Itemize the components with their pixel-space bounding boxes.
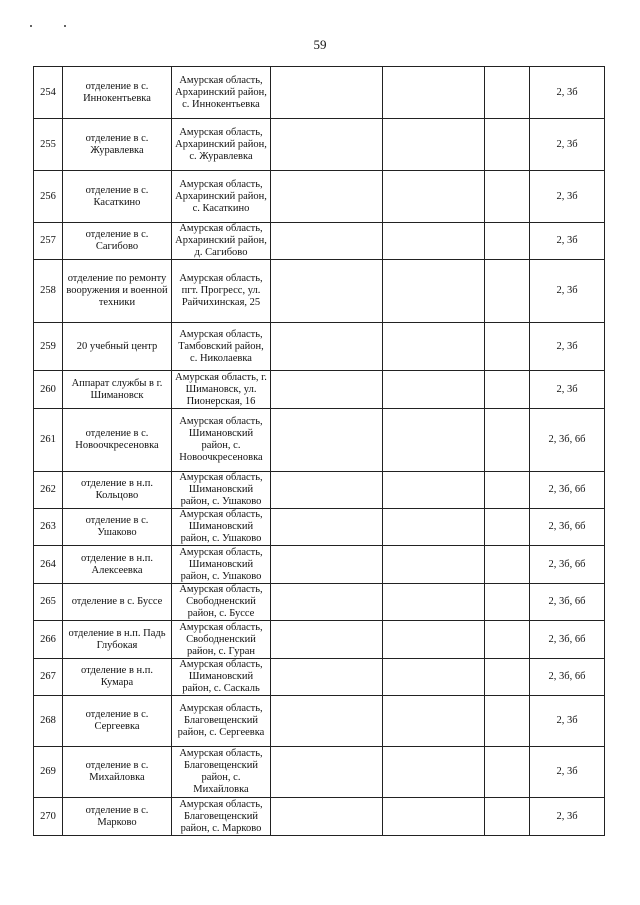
empty-cell [485, 323, 530, 371]
empty-cell [485, 260, 530, 323]
empty-cell [271, 223, 383, 260]
facility-address: Амурская область, Архаринский район, с. Журавлевка [172, 119, 271, 171]
empty-cell [271, 747, 383, 798]
empty-cell [485, 546, 530, 584]
facility-address: Амурская область, Шимановский район, с. Ушаково [172, 472, 271, 509]
empty-cell [383, 323, 485, 371]
facility-address: Амурская область, Свободненский район, с. Гуран [172, 621, 271, 659]
empty-cell [383, 546, 485, 584]
category-codes: 2, 3б [530, 798, 605, 836]
facility-address: Амурская область, Благовещенский район, с. Марково [172, 798, 271, 836]
empty-cell [383, 119, 485, 171]
facility-name: Аппарат службы в г. Шимановск [63, 371, 172, 409]
table-row [34, 223, 605, 260]
row-number: 256 [34, 171, 63, 223]
category-codes: 2, 3б [530, 371, 605, 409]
empty-cell [383, 67, 485, 119]
empty-cell [485, 798, 530, 836]
empty-cell [383, 371, 485, 409]
row-number: 264 [34, 546, 63, 584]
empty-cell [271, 509, 383, 546]
empty-cell [485, 371, 530, 409]
empty-cell [485, 659, 530, 696]
empty-cell [485, 67, 530, 119]
empty-cell [485, 747, 530, 798]
table-body [34, 67, 605, 836]
facility-address: Амурская область, Архаринский район, с. Иннокентьевка [172, 67, 271, 119]
row-number: 262 [34, 472, 63, 509]
empty-cell [485, 171, 530, 223]
row-number: 257 [34, 223, 63, 260]
facility-name: отделение в с. Новоочкресеновка [63, 409, 172, 472]
empty-cell [383, 260, 485, 323]
table-row [34, 371, 605, 409]
empty-cell [383, 696, 485, 747]
table-row [34, 509, 605, 546]
facility-name: отделение в с. Журавлевка [63, 119, 172, 171]
scan-speck [30, 25, 32, 27]
facility-name: отделение в с. Касаткино [63, 171, 172, 223]
table-row [34, 171, 605, 223]
facility-address: Амурская область, Свободненский район, с. Буссе [172, 584, 271, 621]
facility-address: Амурская область, Архаринский район, с. Касаткино [172, 171, 271, 223]
facility-name: отделение в с. Сагибово [63, 223, 172, 260]
category-codes: 2, 3б, 6б [530, 509, 605, 546]
empty-cell [271, 696, 383, 747]
facility-address: Амурская область, Шимановский район, с. Ушаково [172, 509, 271, 546]
empty-cell [271, 171, 383, 223]
empty-cell [271, 798, 383, 836]
category-codes: 2, 3б, 6б [530, 659, 605, 696]
table-row [34, 472, 605, 509]
empty-cell [271, 119, 383, 171]
empty-cell [485, 621, 530, 659]
table-row [34, 696, 605, 747]
category-codes: 2, 3б [530, 696, 605, 747]
category-codes: 2, 3б [530, 67, 605, 119]
facility-name: отделение в с. Михайловка [63, 747, 172, 798]
table-row [34, 119, 605, 171]
category-codes: 2, 3б [530, 747, 605, 798]
facility-name: отделение в н.п. Падь Глубокая [63, 621, 172, 659]
category-codes: 2, 3б [530, 171, 605, 223]
category-codes: 2, 3б [530, 119, 605, 171]
empty-cell [383, 584, 485, 621]
facility-address: Амурская область, Благовещенский район, с. Сергеевка [172, 696, 271, 747]
category-codes: 2, 3б, 6б [530, 472, 605, 509]
empty-cell [383, 621, 485, 659]
category-codes: 2, 3б, 6б [530, 546, 605, 584]
category-codes: 2, 3б, 6б [530, 409, 605, 472]
row-number: 267 [34, 659, 63, 696]
empty-cell [271, 584, 383, 621]
empty-cell [271, 546, 383, 584]
empty-cell [271, 409, 383, 472]
empty-cell [383, 747, 485, 798]
facility-name: отделение в с. Марково [63, 798, 172, 836]
row-number: 255 [34, 119, 63, 171]
table-row [34, 659, 605, 696]
empty-cell [271, 260, 383, 323]
facility-name: отделение в н.п. Алексеевка [63, 546, 172, 584]
empty-cell [383, 472, 485, 509]
empty-cell [485, 223, 530, 260]
facility-name: отделение в с. Буссе [63, 584, 172, 621]
facility-address: Амурская область, Благовещенский район, с. Михайловка [172, 747, 271, 798]
table-row [34, 260, 605, 323]
empty-cell [383, 409, 485, 472]
row-number: 263 [34, 509, 63, 546]
empty-cell [271, 323, 383, 371]
category-codes: 2, 3б, 6б [530, 584, 605, 621]
empty-cell [271, 67, 383, 119]
empty-cell [271, 659, 383, 696]
empty-cell [485, 119, 530, 171]
empty-cell [271, 371, 383, 409]
row-number: 259 [34, 323, 63, 371]
table-row [34, 546, 605, 584]
row-number: 260 [34, 371, 63, 409]
row-number: 261 [34, 409, 63, 472]
facility-name: отделение в н.п. Кумара [63, 659, 172, 696]
table-row [34, 747, 605, 798]
empty-cell [383, 798, 485, 836]
facility-name: отделение в н.п. Кольцово [63, 472, 172, 509]
empty-cell [271, 472, 383, 509]
category-codes: 2, 3б [530, 260, 605, 323]
facility-name: 20 учебный центр [63, 323, 172, 371]
table-row [34, 409, 605, 472]
facility-address: Амурская область, Шимановский район, с. Саскаль [172, 659, 271, 696]
row-number: 268 [34, 696, 63, 747]
table-row [34, 584, 605, 621]
table-row [34, 798, 605, 836]
facility-address: Амурская область, г. Шимановск, ул. Пионерская, 16 [172, 371, 271, 409]
empty-cell [383, 171, 485, 223]
empty-cell [383, 223, 485, 260]
row-number: 254 [34, 67, 63, 119]
facility-address: Амурская область, Тамбовский район, с. Николаевка [172, 323, 271, 371]
facility-name: отделение в с. Ушаково [63, 509, 172, 546]
scan-speck [64, 25, 66, 27]
facility-name: отделение в с. Иннокентьевка [63, 67, 172, 119]
empty-cell [485, 584, 530, 621]
empty-cell [485, 509, 530, 546]
table-row [34, 621, 605, 659]
row-number: 266 [34, 621, 63, 659]
facility-address: Амурская область, Архаринский район, д. Сагибово [172, 223, 271, 260]
empty-cell [485, 696, 530, 747]
row-number: 265 [34, 584, 63, 621]
category-codes: 2, 3б [530, 223, 605, 260]
empty-cell [383, 509, 485, 546]
table-row [34, 67, 605, 119]
row-number: 270 [34, 798, 63, 836]
table-row [34, 323, 605, 371]
facility-address: Амурская область, Шимановский район, с. Ушаково [172, 546, 271, 584]
category-codes: 2, 3б, 6б [530, 621, 605, 659]
empty-cell [271, 621, 383, 659]
category-codes: 2, 3б [530, 323, 605, 371]
empty-cell [383, 659, 485, 696]
facilities-table [33, 66, 605, 836]
facility-name: отделение в с. Сергеевка [63, 696, 172, 747]
empty-cell [485, 409, 530, 472]
row-number: 269 [34, 747, 63, 798]
facility-name: отделение по ремонту вооружения и военной техники [63, 260, 172, 323]
row-number: 258 [34, 260, 63, 323]
page-number: 59 [313, 37, 327, 52]
facility-address: Амурская область, Шимановский район, с. Новоочкресеновка [172, 409, 271, 472]
facility-address: Амурская область, пгт. Прогресс, ул. Райчихинская, 25 [172, 260, 271, 323]
empty-cell [485, 472, 530, 509]
